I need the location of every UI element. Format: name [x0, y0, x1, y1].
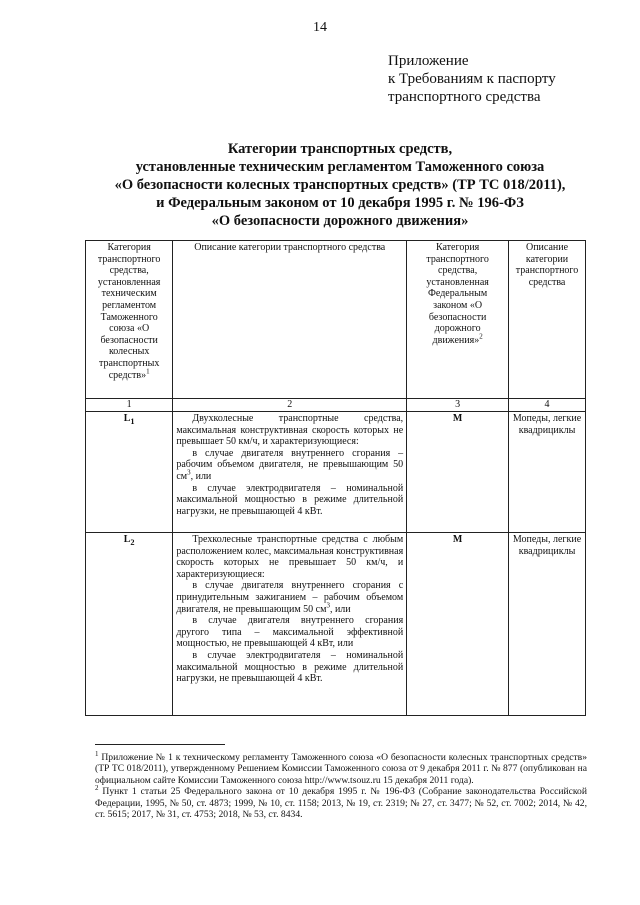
category-code: $L_1$ [86, 412, 173, 533]
appendix-note [388, 52, 556, 106]
column-number: 4 [509, 399, 586, 412]
header-description: Описание категории транспортного средства [173, 241, 407, 399]
footnote: $^1$ Приложение № 1 к техническому регламенту Таможенного союза «О безопасности колесных транспортных средств» (ТР ТС 018/2011), утвержденному Решением Комиссии Таможенного союза от 9 декабря 2011 г. № 877 (опубликован на официальном сайте Комиссии Таможенного союза http://www.tsouz.ru 15 декабря 2011 года). [95, 749, 587, 786]
document-title [90, 140, 590, 230]
law-category-code: М [407, 533, 509, 716]
title-line-5: «О безопасности дорожного движения» [211, 213, 469, 229]
appendix-line-2: к Требованиям к паспорту [388, 71, 556, 87]
footnote-divider [95, 744, 225, 745]
header-tr-ts-category: Категория транспортного средства, установленная техническим регламентом Таможенного союза «О безопасности колесных транспортных средств»$^1$ [86, 241, 173, 399]
appendix-line-1: Приложение [388, 53, 469, 69]
table-row [86, 533, 586, 716]
title-line-3: «О безопасности колесных транспортных средств» (ТР ТС 018/2011), [114, 177, 566, 193]
title-line-2: установленные техническим регламентом Таможенного союза [135, 159, 545, 175]
law-category-code: М [407, 412, 509, 533]
appendix-line-3: транспортного средства [388, 89, 541, 105]
law-category-description: Мопеды, легкие квадрициклы [509, 533, 586, 716]
category-code: $L_2$ [86, 533, 173, 716]
table-header-row [86, 241, 586, 399]
title-line-4: и Федеральным законом от 10 декабря 1995 г. № 196-ФЗ [156, 195, 524, 211]
category-description: Трехколесные транспортные средства с любым расположением колес, максимальная конструктивная скорость которых не превышает 50 км/ч, и характеризующиеся: в случае двигателя внутреннего сгорания с принудительным зажиганием – рабочим объемом двигателя, не превышающим 50 $см^3$, или в случае двигателя внутреннего сгорания другого типа – максимальной эффективной мощностью, не превышающей 4 кВт, или в случае электродвигателя – номинальной максимальной мощностью в режиме длительной нагрузки, не превышающей 4 кВт. [173, 533, 407, 716]
column-number: 2 [173, 399, 407, 412]
column-numbers-row [86, 399, 586, 412]
category-description: Двухколесные транспортные средства, максимальная конструктивная скорость которых не превышает 50 км/ч, и характеризующиеся: в случае двигателя внутреннего сгорания – рабочим объемом двигателя, не превышающим 50 $см^3$, или в случае электродвигателя – номинальной максимальной мощностью в режиме длительной нагрузки, не превышающей 4 кВт. [173, 412, 407, 533]
title-line-1: Категории транспортных средств, [227, 141, 453, 157]
header-law-description: Описание категории транспортного средства [509, 241, 586, 399]
footnote: $^2$ Пункт 1 статьи 25 Федерального закона от 10 декабря 1995 г. № 196-ФЗ (Собрание законодательства Российской Федерации, 1995, № 50, ст. 4873; 1999, № 10, ст. 1158; 2013, № 19, ст. 2319; № 27, ст. 3477; № 52, ст. 7002; 2014, № 42, ст. 5615; 2017, № 31, ст. 4753; 2018, № 53, ст. 8434. [95, 784, 587, 821]
categories-table [85, 240, 586, 716]
header-law-category: Категория транспортного средства, установленная Федеральным законом «О безопасности дорожного движения»$^2$ [407, 241, 509, 399]
column-number: 3 [407, 399, 509, 412]
page-number: 14 [313, 20, 327, 35]
footnotes [95, 749, 587, 821]
column-number: 1 [86, 399, 173, 412]
table-row [86, 412, 586, 533]
law-category-description: Мопеды, легкие квадрициклы [509, 412, 586, 533]
